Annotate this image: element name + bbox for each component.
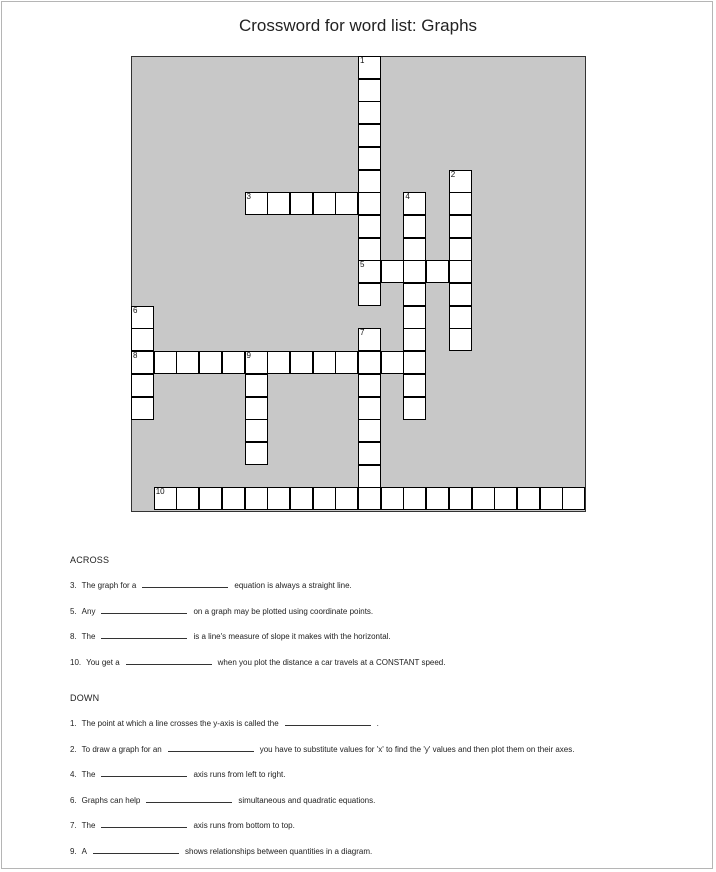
crossword-cell[interactable]	[449, 328, 472, 351]
crossword-cell[interactable]	[245, 351, 268, 374]
crossword-cell[interactable]	[358, 419, 381, 442]
clue-text-before: The	[81, 821, 96, 830]
clue-num: 8.	[70, 632, 77, 641]
crossword-cell[interactable]	[290, 351, 313, 374]
answer-blank[interactable]	[101, 606, 187, 614]
crossword-cell[interactable]	[358, 283, 381, 306]
crossword-cell[interactable]	[517, 487, 540, 510]
down-clue	[70, 795, 375, 805]
crossword-cell[interactable]	[222, 487, 245, 510]
crossword-cell[interactable]	[358, 328, 381, 351]
crossword-cell[interactable]	[222, 351, 245, 374]
answer-blank[interactable]	[142, 580, 228, 588]
crossword-cell[interactable]	[335, 192, 358, 215]
crossword-cell[interactable]	[176, 351, 199, 374]
clue-num: 7.	[70, 821, 77, 830]
crossword-cell[interactable]	[358, 79, 381, 102]
crossword-cell[interactable]	[449, 238, 472, 261]
crossword-cell[interactable]	[403, 192, 426, 215]
clue-text-before: To draw a graph for an	[81, 744, 162, 754]
across-clue	[70, 606, 373, 616]
crossword-cell[interactable]	[131, 306, 154, 329]
clue-num: 9.	[70, 846, 77, 856]
answer-blank[interactable]	[101, 820, 187, 828]
down-clue	[70, 744, 574, 754]
clue-num: 3.	[70, 581, 77, 590]
crossword-cell[interactable]	[358, 147, 381, 170]
crossword-cell[interactable]	[245, 374, 268, 397]
crossword-cell[interactable]	[358, 56, 381, 79]
clue-text-after: axis runs from left to right.	[193, 770, 286, 779]
crossword-cell[interactable]	[494, 487, 517, 510]
crossword-cell[interactable]	[403, 397, 426, 420]
crossword-cell[interactable]	[358, 374, 381, 397]
crossword-cell[interactable]	[358, 465, 381, 488]
crossword-cell[interactable]	[358, 487, 381, 510]
clue-number: 3	[246, 192, 251, 202]
crossword-cell[interactable]	[449, 283, 472, 306]
clue-number: 7	[360, 328, 365, 338]
crossword-cell[interactable]	[358, 215, 381, 238]
crossword-cell[interactable]	[403, 487, 426, 510]
crossword-cell[interactable]	[335, 351, 358, 374]
crossword-cell[interactable]	[313, 487, 336, 510]
clue-num: 1.	[70, 719, 77, 728]
clue-num: 6.	[70, 795, 77, 805]
crossword-cell[interactable]	[403, 351, 426, 374]
clue-number: 5	[360, 260, 365, 270]
clue-number: 8	[133, 351, 138, 361]
clue-text-before: A	[81, 846, 88, 856]
crossword-cell[interactable]	[403, 328, 426, 351]
crossword-cell[interactable]	[381, 487, 404, 510]
crossword-cell[interactable]	[426, 487, 449, 510]
crossword-cell[interactable]	[199, 351, 222, 374]
clue-text-after: shows relationships between quantities in a diagram.	[185, 846, 373, 856]
crossword-cell[interactable]	[245, 419, 268, 442]
crossword-cell[interactable]	[131, 374, 154, 397]
clue-number: 10	[155, 487, 165, 497]
answer-blank[interactable]	[146, 795, 232, 803]
clue-number: 9	[246, 351, 251, 361]
clue-number: 2	[450, 169, 456, 179]
across-clue	[70, 631, 391, 641]
down-clue	[70, 769, 286, 779]
clue-text-before: The point at which a line crosses the y-axis is called the	[81, 719, 279, 728]
clue-text-before: The	[81, 632, 96, 641]
crossword-cell[interactable]	[403, 215, 426, 238]
down-clue	[70, 820, 295, 830]
crossword-cell[interactable]	[154, 351, 177, 374]
crossword-cell[interactable]	[358, 124, 381, 147]
clue-text-after: equation is always a straight line.	[234, 581, 352, 590]
answer-blank[interactable]	[126, 657, 212, 665]
clue-text-before: The graph for a	[81, 581, 137, 590]
page-title: Crossword for word list: Graphs	[238, 16, 478, 35]
crossword-cell[interactable]	[472, 487, 495, 510]
crossword-cell[interactable]	[154, 487, 177, 510]
crossword-cell[interactable]	[290, 192, 313, 215]
clue-number: 4	[405, 192, 410, 202]
clue-number: 6	[133, 305, 138, 315]
crossword-cell[interactable]	[381, 351, 404, 374]
crossword-cell[interactable]	[358, 101, 381, 124]
crossword-cell[interactable]	[562, 487, 585, 510]
crossword-cell[interactable]	[358, 170, 381, 193]
clue-num: 4.	[70, 770, 77, 779]
clue-text-before: Any	[81, 606, 96, 616]
crossword-cell[interactable]	[313, 351, 336, 374]
crossword-cell[interactable]	[176, 487, 199, 510]
crossword-cell[interactable]	[449, 215, 472, 238]
down-clue	[70, 718, 379, 728]
across-clue	[70, 657, 445, 667]
crossword-cell[interactable]	[449, 260, 472, 283]
crossword-cell[interactable]	[403, 283, 426, 306]
crossword-cell[interactable]	[267, 351, 290, 374]
crossword-cell[interactable]	[290, 487, 313, 510]
clue-text-after: axis runs from bottom to top.	[193, 821, 295, 830]
down-heading: DOWN	[70, 693, 100, 703]
crossword-cell[interactable]	[358, 351, 381, 374]
crossword-cell[interactable]	[403, 238, 426, 261]
crossword-cell[interactable]	[199, 487, 222, 510]
clue-text-before: Graphs can help	[81, 795, 141, 805]
crossword-cell[interactable]	[449, 192, 472, 215]
crossword-cell[interactable]	[358, 397, 381, 420]
clue-text-after: simultaneous and quadratic equations.	[238, 795, 376, 805]
crossword-cell[interactable]	[358, 238, 381, 261]
crossword-cell[interactable]	[245, 487, 268, 510]
clue-text-after: you have to substitute values for 'x' to find the 'y' values and then plot them on their axes.	[259, 744, 575, 754]
clue-text-after: .	[376, 719, 379, 728]
crossword-cell[interactable]	[449, 306, 472, 329]
clue-text-before: You get a	[86, 657, 120, 667]
clue-num: 5.	[70, 606, 77, 616]
crossword-cell[interactable]	[245, 397, 268, 420]
answer-blank[interactable]	[101, 769, 187, 777]
clue-text-after: when you plot the distance a car travels at a CONSTANT speed.	[217, 657, 446, 667]
crossword-cell[interactable]	[313, 192, 336, 215]
crossword-cell[interactable]	[131, 328, 154, 351]
crossword-cell[interactable]	[245, 192, 268, 215]
crossword-cell[interactable]	[358, 442, 381, 465]
crossword-grid	[131, 56, 586, 512]
clue-number: 1	[360, 56, 365, 65]
crossword-cell[interactable]	[449, 170, 472, 193]
answer-blank[interactable]	[168, 744, 254, 752]
crossword-cell[interactable]	[403, 374, 426, 397]
down-clue	[70, 846, 372, 856]
crossword-cell[interactable]	[358, 260, 381, 283]
crossword-cell[interactable]	[358, 192, 381, 215]
crossword-cell[interactable]	[381, 260, 404, 283]
crossword-cell[interactable]	[131, 351, 154, 374]
crossword-cell[interactable]	[267, 192, 290, 215]
clue-text-before: The	[81, 770, 96, 779]
crossword-cell[interactable]	[540, 487, 563, 510]
across-clue	[70, 580, 352, 590]
crossword-cell[interactable]	[245, 442, 268, 465]
crossword-cell[interactable]	[426, 260, 449, 283]
clue-text-after: on a graph may be plotted using coordinate points.	[193, 606, 374, 616]
crossword-cell[interactable]	[267, 487, 290, 510]
clue-num: 2.	[70, 744, 77, 754]
answer-blank[interactable]	[93, 846, 179, 854]
clue-num: 10.	[70, 657, 82, 667]
answer-blank[interactable]	[101, 631, 187, 639]
crossword-cell[interactable]	[335, 487, 358, 510]
answer-blank[interactable]	[285, 718, 371, 726]
crossword-cell[interactable]	[131, 397, 154, 420]
clue-text-after: is a line's measure of slope it makes with the horizontal.	[193, 632, 391, 641]
across-heading: ACROSS	[70, 555, 110, 565]
crossword-cell[interactable]	[403, 306, 426, 329]
crossword-cell[interactable]	[403, 260, 426, 283]
crossword-cell[interactable]	[449, 487, 472, 510]
